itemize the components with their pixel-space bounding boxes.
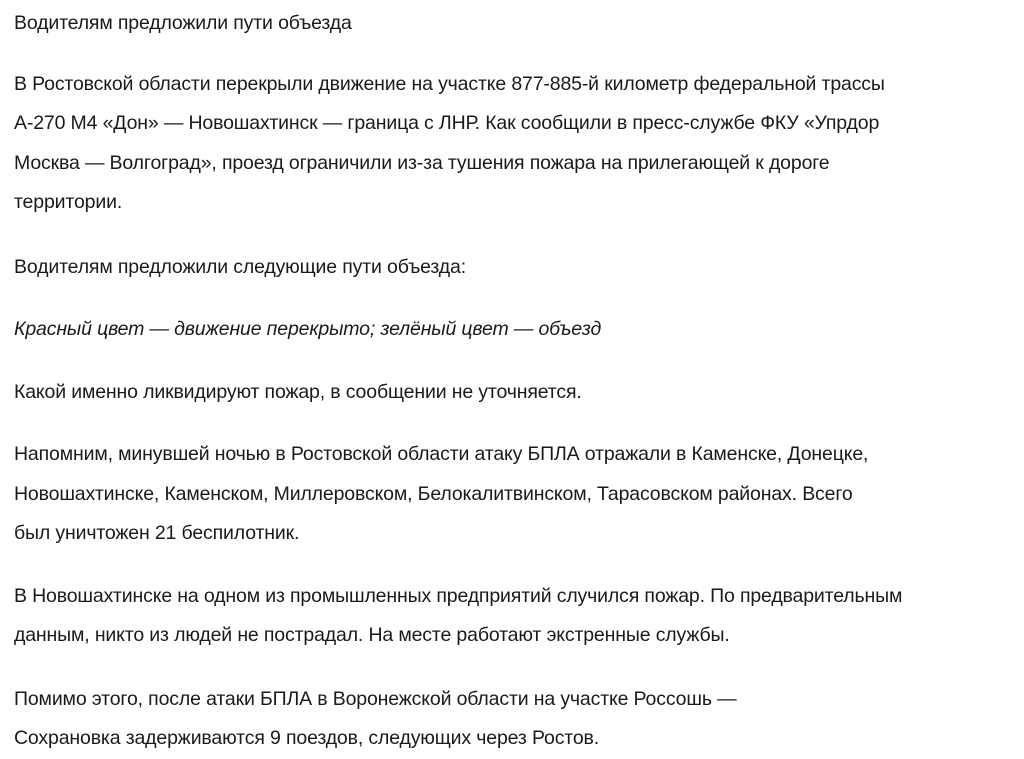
text-line: данным, никто из людей не пострадал. На месте работают экстренные службы. <box>14 624 730 646</box>
text-line: В Ростовской области перекрыли движение на участке 877-885-й километр федеральной трассы <box>14 72 885 95</box>
text-line: Красный цвет — движение перекрыто; зелёный цвет — объезд <box>14 318 602 340</box>
text-line: был уничтожен 21 беспилотник. <box>14 522 300 544</box>
text-line: территории. <box>14 191 123 213</box>
text-line: Новошахтинске, Каменском, Миллеровском, Белокалитвинском, Тарасовском районах. Всего <box>14 482 853 505</box>
text-line: Какой именно ликвидируют пожар, в сообщении не уточняется. <box>14 380 582 403</box>
text-line: Напомним, минувшей ночью в Ростовской области атаку БПЛА отражали в Каменске, Донецке, <box>14 443 869 465</box>
text-line: Водителям предложили следующие пути объезда: <box>14 255 466 278</box>
article-body <box>14 0 1022 759</box>
paragraph-map-legend <box>14 310 1022 350</box>
text-line: А-270 М4 «Дон» — Новошахтинск — граница с ЛНР. Как сообщили в пресс-службе ФКУ «Упрдор <box>14 112 880 134</box>
article-heading <box>14 4 1022 44</box>
text-line: Сохрановка задерживаются 9 поездов, следующих через Ростов. <box>14 727 600 749</box>
paragraph-train-delays <box>14 680 1022 759</box>
paragraph-road-closure <box>14 65 1022 223</box>
paragraph-drone-attack <box>14 435 1022 554</box>
text-line: Помимо этого, после атаки БПЛА в Воронежской области на участке Россошь — <box>14 687 737 710</box>
heading-text: Водителям предложили пути объезда <box>14 12 352 34</box>
text-line: Москва — Волгоград», проезд ограничили из-за тушения пожара на прилегающей к дороге <box>14 151 830 174</box>
text-line: В Новошахтинске на одном из промышленных предприятий случился пожар. По предварительным <box>14 584 903 607</box>
paragraph-novoshakhtinsk-fire <box>14 577 1022 656</box>
paragraph-detour-intro <box>14 248 1022 288</box>
paragraph-fire-unspecified <box>14 373 1022 413</box>
